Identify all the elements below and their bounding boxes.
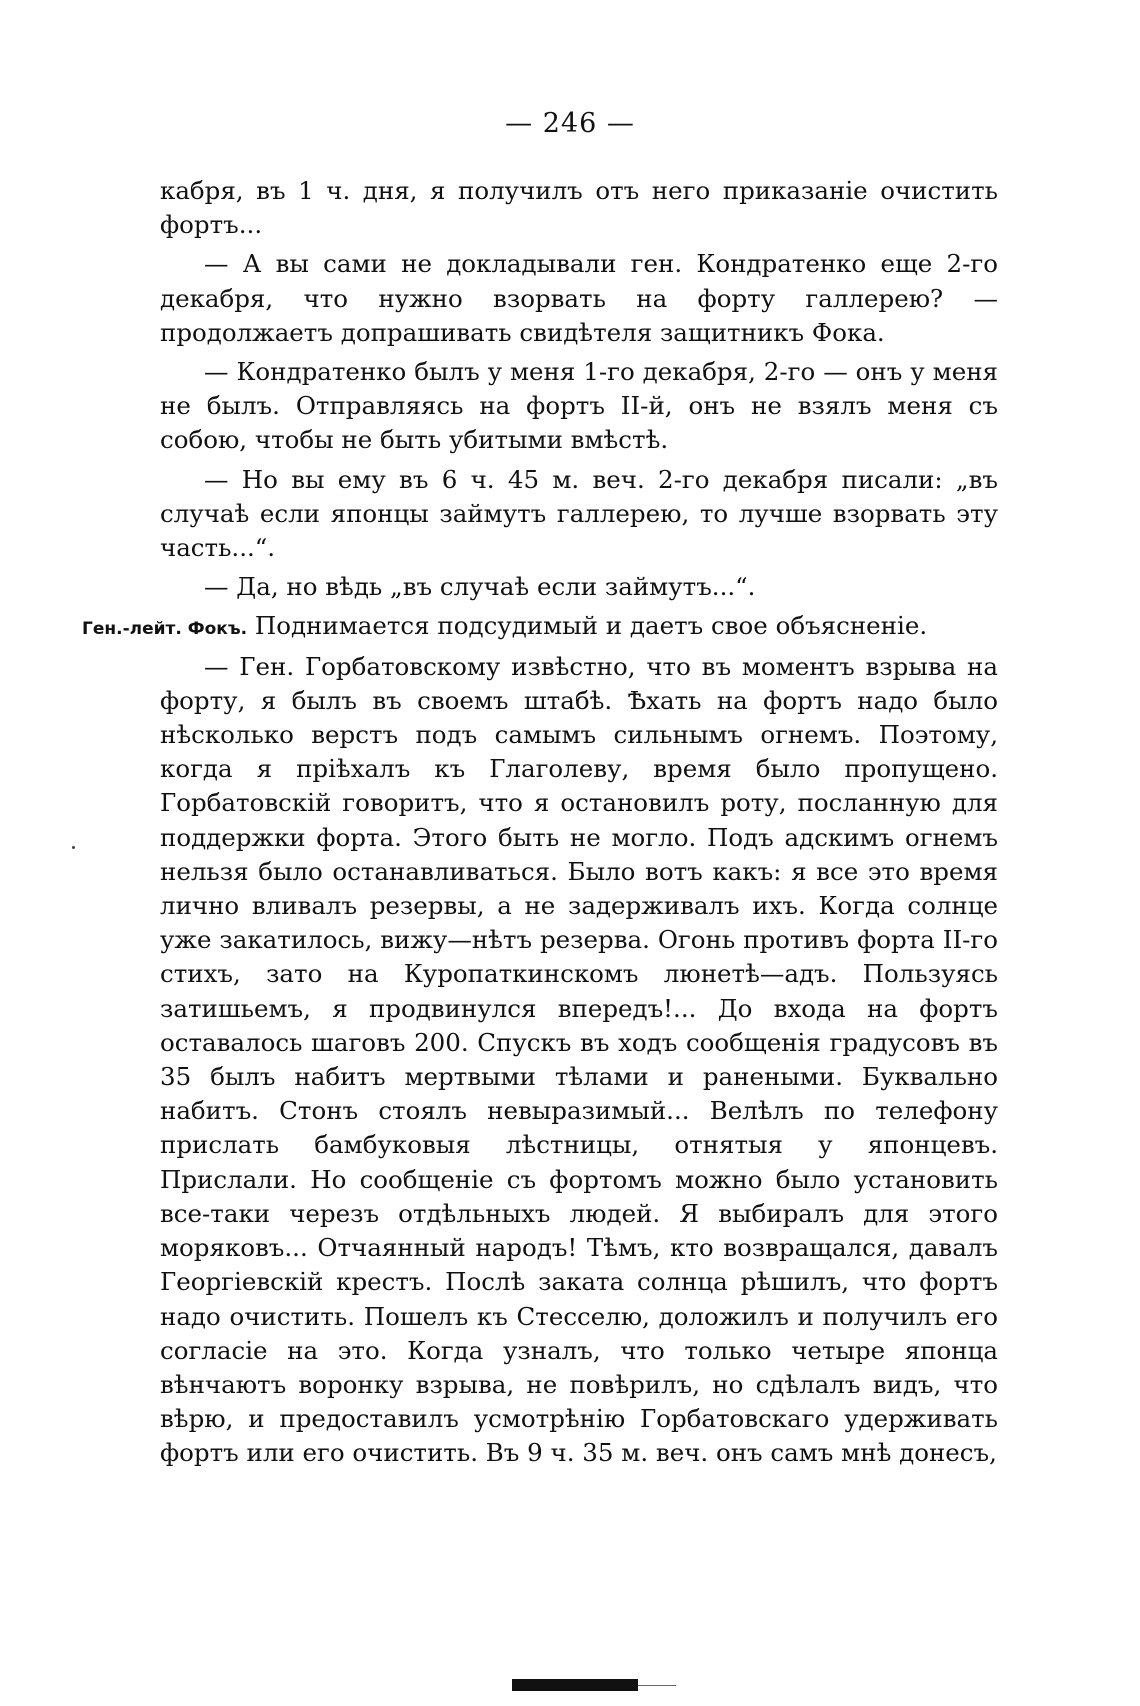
footer-rule	[512, 1679, 638, 1691]
speaker-name: Ген.-лейт. Фокъ.	[82, 619, 248, 640]
paragraph-continuation: кабря, въ 1 ч. дня, я получилъ отъ него приказаніе очистить фортъ...	[160, 176, 998, 240]
paragraph-question-defender: — А вы сами не докладывали ген. Кондратенко еще 2-го декабря, что нужно взорвать на форту галлерею? — продолжаетъ допрашивать свидѣтеля защитникъ Фока.	[160, 249, 998, 347]
scan-speck	[72, 846, 75, 849]
paragraph-answer-kondratenko: — Кондратенко былъ у меня 1-го декабря, 2-го — онъ у меня не былъ. Отправляясь на фортъ II-й, онъ не взялъ меня съ собою, чтобы не быть убитыми вмѣстѣ.	[160, 357, 998, 455]
footer-rule-thin	[638, 1685, 676, 1686]
body-text	[82, 174, 998, 1476]
page-number: — 246 —	[505, 108, 635, 139]
speaker-remark: Поднимается подсудимый и даетъ свое объясненіе.	[254, 611, 928, 641]
paragraph-answer-short: — Да, но вѣдь „въ случаѣ если займутъ...“.	[204, 572, 756, 602]
paragraph-question-letter: — Но вы ему въ 6 ч. 45 м. веч. 2-го декабря писали: „въ случаѣ если японцы займутъ галлерею, то лучше взорвать эту часть...“.	[160, 464, 998, 563]
speaker-line	[82, 609, 998, 646]
paragraph-explanation-fok: — Ген. Горбатовскому извѣстно, что въ моментъ взрыва на форту, я былъ въ своемъ штабѣ. Ѣхать на фортъ надо было нѣсколько верстъ подъ самымъ сильнымъ огнемъ. Поэтому, когда я пріѣхалъ къ Глаголеву, время было пропущено. Горбатовскій говоритъ, что я остановилъ роту, посланную для поддержки форта. Этого быть не могло. Подъ адскимъ огнемъ нельзя было останавливаться. Было вотъ какъ: я все это время лично вливалъ резервы, а не задерживалъ ихъ. Когда солнце уже закатилось, вижу—нѣтъ резерва. Огонь противъ форта II-го стихъ, зато на Куропаткинскомъ люнетѣ—адъ. Пользуясь затишьемъ, я продвинулся впередъ!... До входа на фортъ оставалось шаговъ 200. Спускъ въ ходъ сообщенія градусовъ въ 35 былъ набитъ мертвыми тѣлами и ранеными. Буквально набитъ. Стонъ стоялъ невыразимый... Велѣлъ по телефону прислать бамбуковыя лѣстницы, отнятыя у японцевъ. Прислали. Но сообщеніе съ фортомъ можно было установить все-таки черезъ отдѣльныхъ людей. Я выбиралъ для этого моряковъ... Отчаянный народъ! Тѣмъ, кто возвращался, давалъ Георгіевскій крестъ. Послѣ заката солнца рѣшилъ, что фортъ надо очистить. Пошелъ къ Стесселю, доложилъ и получилъ его согласіе на это. Когда узналъ, что только четыре японца вѣнчаютъ воронку взрыва, не повѣрилъ, но сдѣлалъ видъ, что вѣрю, и предоставилъ усмотрѣнію Горбатовскаго удерживать фортъ или его очистить. Въ 9 ч. 35 м. веч. онъ самъ мнѣ донесъ,	[160, 651, 998, 1468]
